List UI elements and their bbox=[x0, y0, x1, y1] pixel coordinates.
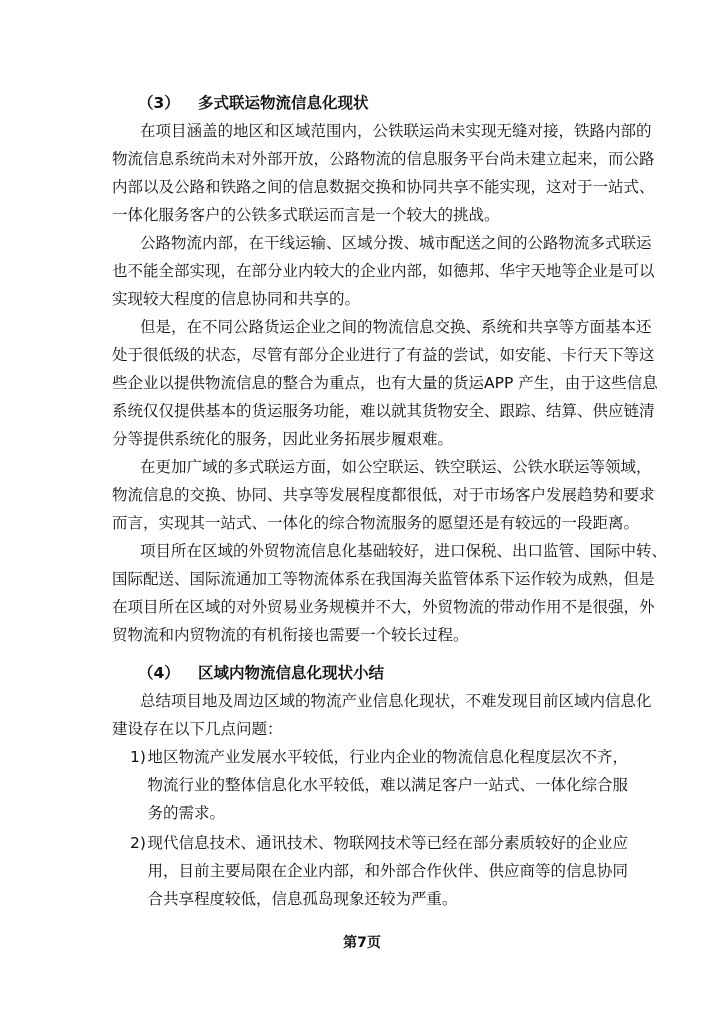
paragraph-line: 国际配送、国际流通加工等物流体系在我国海关监管体系下运作较为成熟，但是 bbox=[112, 570, 655, 588]
paragraph-line: 一体化服务客户的公铁多式联运而言是一个较大的挑战。 bbox=[112, 206, 500, 224]
paragraph bbox=[112, 687, 652, 743]
paragraph-line: 处于很低级的状态，尽管有部分企业进行了有益的尝试，如安能、卡行天下等这 bbox=[112, 346, 655, 364]
section-3-body bbox=[112, 117, 668, 649]
paragraph-line: 在更加广域的多式联运方面，如公空联运、铁空联运、公铁水联运等领域， bbox=[140, 458, 652, 476]
list-line: 地区物流产业发展水平较低，行业内企业的物流信息化程度层次不齐， bbox=[147, 748, 628, 766]
issue-list bbox=[112, 743, 628, 913]
section-heading-4 bbox=[112, 659, 628, 687]
paragraph-line: 在项目涵盖的地区和区域范围内，公铁联运尚未实现无缝对接，铁路内部的 bbox=[140, 122, 652, 140]
paragraph-line: 内部以及公路和铁路之间的信息数据交换和协同共享不能实现，这对于一站式、 bbox=[112, 178, 655, 196]
paragraph-line: 系统仅仅提供基本的货运服务功能，难以就其货物安全、跟踪、结算、供应链清 bbox=[112, 402, 655, 420]
list-number: 1) bbox=[130, 748, 146, 766]
paragraph-line: 但是，在不同公路货运企业之间的物流信息交换、系统和共享等方面基本还 bbox=[140, 318, 652, 336]
paragraph bbox=[112, 117, 655, 229]
list-line: 合共享程度较低，信息孤岛现象还较为严重。 bbox=[147, 890, 458, 908]
document-page bbox=[112, 89, 668, 913]
section-heading-3 bbox=[112, 89, 628, 117]
paragraph-line: 而言，实现其一站式、一体化的综合物流服务的愿望还是有较远的一段距离。 bbox=[112, 514, 640, 532]
list-item bbox=[112, 743, 628, 827]
section-title: 区域内物流信息化现状小结 bbox=[198, 664, 385, 682]
list-body bbox=[147, 743, 628, 827]
paragraph-line: 总结项目地及周边区域的物流产业信息化现状，不难发现目前区域内信息化 bbox=[140, 692, 652, 710]
paragraph-line: 物流信息系统尚未对外部开放，公路物流的信息服务平台尚未建立起来，而公路 bbox=[112, 150, 655, 168]
paragraph-line: 项目所在区域的外贸物流信息化基础较好，进口保税、出口监管、国际中转、 bbox=[140, 542, 668, 560]
paragraph-line: 实现较大程度的信息协同和共享的。 bbox=[112, 290, 361, 308]
paragraph-line: 贸物流和内贸物流的有机衔接也需要一个较长过程。 bbox=[112, 626, 469, 644]
paragraph bbox=[112, 537, 668, 649]
page-number: 第7页 bbox=[343, 935, 381, 951]
list-line: 用，目前主要局限在企业内部，和外部合作伙伴、供应商等的信息协同 bbox=[147, 862, 628, 880]
list-line: 物流行业的整体信息化水平较低，难以满足客户一站式、一体化综合服 bbox=[147, 776, 628, 794]
paragraph-line: 建设存在以下几点问题： bbox=[112, 720, 283, 738]
paragraph-line: 物流信息的交换、协同、共享等发展程度都很低，对于市场客户发展趋势和要求 bbox=[112, 486, 655, 504]
paragraph-line: 也不能全部实现，在部分业内较大的企业内部，如德邦、华宇天地等企业是可以 bbox=[112, 262, 655, 280]
list-body bbox=[147, 829, 628, 913]
section-title: 多式联运物流信息化现状 bbox=[198, 94, 369, 112]
list-item bbox=[112, 829, 628, 913]
paragraph-line: 公路物流内部，在干线运输、区域分拨、城市配送之间的公路物流多式联运 bbox=[140, 234, 652, 252]
paragraph bbox=[112, 229, 655, 313]
paragraph-line: 分等提供系统化的服务，因此业务拓展步履艰难。 bbox=[112, 430, 454, 448]
paragraph-line: 在项目所在区域的对外贸易业务规模并不大，外贸物流的带动作用不是很强，外 bbox=[112, 598, 655, 616]
section-4-intro bbox=[112, 687, 652, 743]
paragraph-line: 些企业以提供物流信息的整合为重点，也有大量的货运APP 产生，由于这些信息 bbox=[112, 374, 658, 392]
section-number: （3） bbox=[138, 94, 180, 112]
section-number: （4） bbox=[138, 664, 180, 682]
list-number: 2) bbox=[130, 834, 146, 852]
paragraph bbox=[112, 313, 658, 453]
list-line: 现代信息技术、通讯技术、物联网技术等已经在部分素质较好的企业应 bbox=[147, 834, 628, 852]
paragraph bbox=[112, 453, 655, 537]
list-line: 务的需求。 bbox=[147, 804, 225, 822]
